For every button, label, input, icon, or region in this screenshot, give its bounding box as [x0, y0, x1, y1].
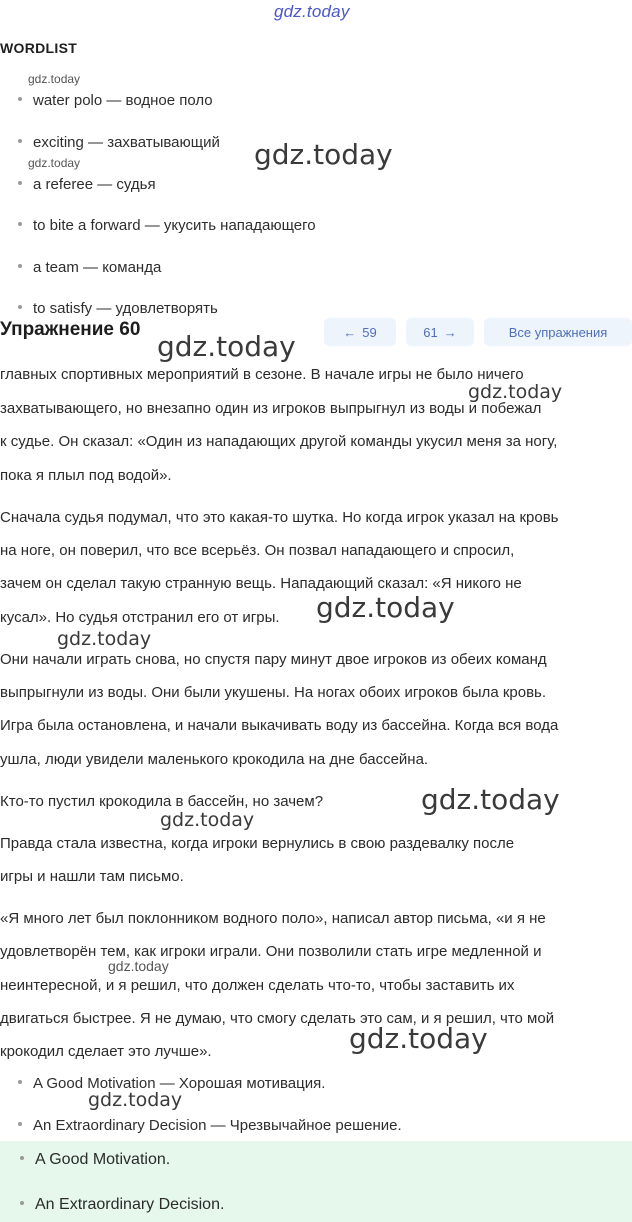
bullet-icon [18, 181, 22, 185]
text-line: зачем он сделал такую странную вещь. Нападающий сказал: «Я никого не [0, 575, 522, 592]
wordlist-item: to bite a forward — укусить нападающего [18, 217, 316, 234]
wordlist-item: exciting — захватывающий [18, 134, 220, 151]
wordlist-title: WORDLIST [0, 40, 78, 56]
answer-item: An Extraordinary Decision. [20, 1196, 224, 1214]
text-line: удовлетворён тем, как игроки играли. Они позволили стать игре медленной и [0, 943, 542, 960]
next-exercise-button[interactable]: 61 → [406, 318, 474, 346]
text-line: Правда стала известна, когда игроки вернулись в свою раздевалку после [0, 835, 515, 852]
wordlist-item: a referee — судья [18, 176, 156, 193]
text-line: ушла, люди увидели маленького крокодила на дне бассейна. [0, 751, 429, 768]
watermark: gdz.today [254, 138, 393, 171]
text-line: к судье. Он сказал: «Один из нападающих другой команды укусил меня за ногу, [0, 433, 558, 450]
arrow-right-icon: → [443, 324, 457, 340]
text-line: Кто-то пустил крокодила в бассейн, но зачем? [0, 793, 324, 810]
text-line: выпрыгнули из воды. Они были укушены. На ногах обоих игроков была кровь. [0, 684, 547, 701]
text-line: крокодил сделает это лучше». [0, 1043, 212, 1060]
text-line: «Я много лет был поклонником водного поло», написал автор письма, «и я не [0, 910, 546, 927]
bullet-icon [18, 305, 22, 309]
text-line: неинтересной, и я решил, что должен сделать что-то, чтобы заставить их [0, 977, 515, 994]
watermark: gdz.today [160, 809, 255, 831]
list-item: A Good Motivation — Хорошая мотивация. [18, 1075, 325, 1092]
bullet-icon [18, 264, 22, 268]
watermark: gdz.today [349, 1022, 488, 1055]
watermark: gdz.today [28, 72, 81, 86]
exercise-title: Упражнение 60 [0, 319, 141, 340]
all-exercises-button[interactable]: Все упражнения [484, 318, 632, 346]
bullet-icon [20, 1156, 24, 1160]
bullet-icon [20, 1201, 24, 1205]
list-item: An Extraordinary Decision — Чрезвычайное решение. [18, 1117, 402, 1134]
wordlist-item: water polo — водное поло [18, 92, 213, 109]
bullet-icon [18, 97, 22, 101]
watermark: gdz.today [108, 958, 169, 974]
text-line: пока я плыл под водой». [0, 467, 172, 484]
bullet-icon [18, 1122, 22, 1126]
watermark: gdz.today [57, 628, 152, 650]
wordlist-item: a team — команда [18, 259, 161, 276]
text-line: двигаться быстрее. Я не думаю, что смогу сделать это сам, и я решил, что мой [0, 1010, 555, 1027]
watermark: gdz.today [468, 381, 563, 403]
watermark: gdz.today [28, 156, 81, 170]
text-line: Сначала судья подумал, что это какая-то шутка. Но когда игрок указал на кровь [0, 509, 559, 526]
arrow-left-icon: ← [343, 324, 357, 340]
answer-item: A Good Motivation. [20, 1151, 170, 1169]
text-line: главных спортивных мероприятий в сезоне. В начале игры не было ничего [0, 366, 524, 383]
text-line: игры и нашли там письмо. [0, 868, 184, 885]
bullet-icon [18, 139, 22, 143]
bullet-icon [18, 1080, 22, 1084]
text-line: кусал». Но судья отстранил его от игры. [0, 609, 280, 626]
text-line: на ноге, он поверил, что все всерьёз. Он позвал нападающего и спросил, [0, 542, 515, 559]
watermark: gdz.today [157, 330, 296, 363]
watermark: gdz.today [421, 783, 560, 816]
watermark-top: gdz.today [274, 2, 350, 21]
watermark: gdz.today [88, 1089, 183, 1111]
watermark: gdz.today [316, 591, 455, 624]
text-line: захватывающего, но внезапно один из игроков выпрыгнул из воды и побежал [0, 400, 542, 417]
prev-exercise-button[interactable]: ← 59 [324, 318, 396, 346]
text-line: Игра была остановлена, и начали выкачивать воду из бассейна. Когда вся вода [0, 717, 559, 734]
bullet-icon [18, 222, 22, 226]
text-line: Они начали играть снова, но спустя пару минут двое игроков из обеих команд [0, 651, 547, 668]
wordlist-item: to satisfy — удовлетворять [18, 300, 218, 317]
